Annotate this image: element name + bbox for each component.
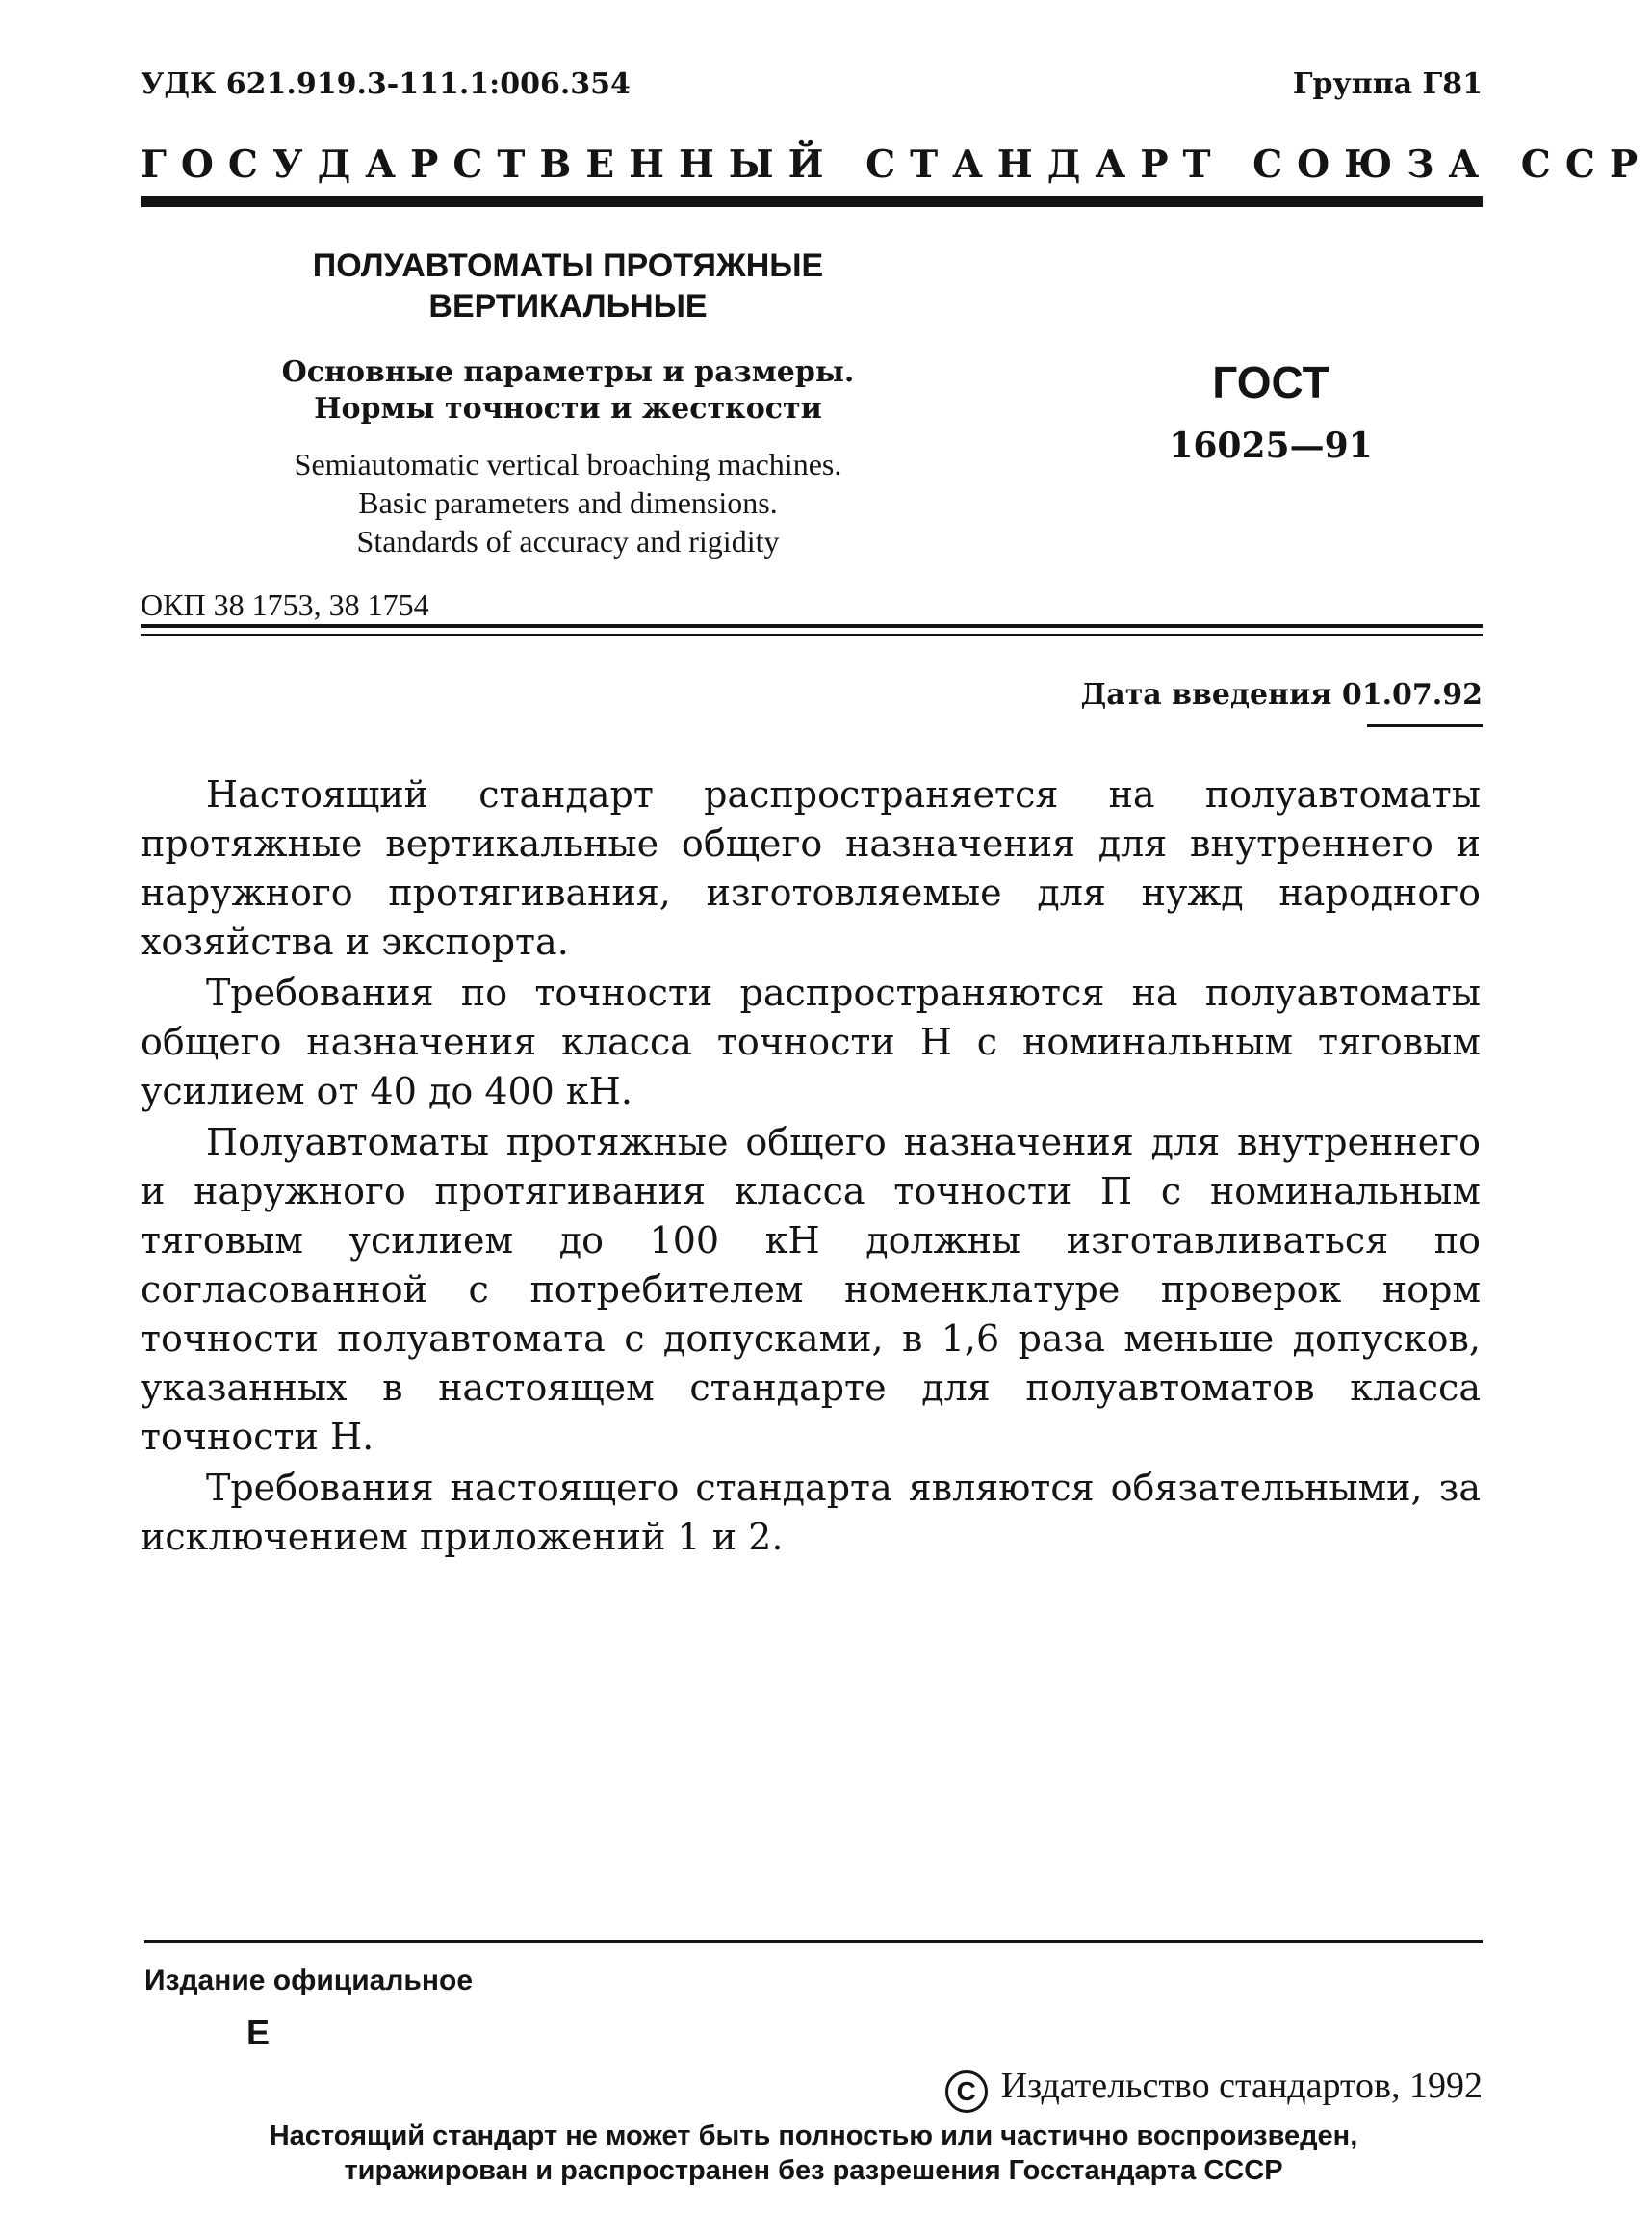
notice-line-2: тиражирован и распространен без разрешения Госстандарта СССР [344,2155,1283,2186]
body-text [141,770,1481,1564]
notice-line-1: Настоящий стандарт не может быть полностью или частично воспроизведен, [269,2121,1358,2151]
english-title [193,445,943,560]
title-line-2: ВЕРТИКАЛЬНЫЕ [428,288,708,325]
copyright-line [945,2065,1483,2113]
official-edition-label: Издание официальное [144,1965,474,1996]
udc-code: УДК 621.919.3-111.1:006.354 [141,67,631,101]
english-title-line-2: Basic parameters and dimensions. [358,485,778,520]
gost-number: 16025—91 [1169,426,1373,466]
copyright-icon: C [945,2070,988,2113]
title-line-1: ПОЛУАВТОМАТЫ ПРОТЯЖНЫЕ [312,247,824,284]
reproduction-notice [144,2119,1483,2188]
edition-letter: Е [246,2013,271,2052]
paragraph-2: Требования по точности распространяются на полуавтоматы общего назначения класса точности Н с номинальным тяговым усилием от 40 до 400 кН. [141,972,1481,1112]
subtitle-line-1: Основные параметры и размеры. [281,355,855,389]
footer-divider [144,1940,1483,1943]
copyright-text: Издательство стандартов, 1992 [1000,2066,1483,2106]
group-code: Группа Г81 [1292,67,1483,101]
date-underline [1367,724,1483,727]
paragraph-4: Требования настоящего стандарта являются обязательными, за исключением приложений 1 и 2. [141,1467,1481,1558]
paragraph-1: Настоящий стандарт распространяется на полуавтоматы протяжные вертикальные общего назначения для внутреннего и наружного протягивания, изготовляемые для нужд народного хозяйства и экспорта. [141,773,1481,963]
effective-date: Дата введения 01.07.92 [1080,678,1483,712]
document-title [241,246,895,326]
gost-label: ГОСТ [1212,357,1329,407]
state-standard-banner: ГОСУДАРСТВЕННЫЙ СТАНДАРТ СОЮЗА ССР [141,143,1652,187]
english-title-line-1: Semiautomatic vertical broaching machines. [294,447,842,481]
document-subtitle [241,354,895,428]
okp-codes: ОКП 38 1753, 38 1754 [141,587,429,622]
okp-divider-thin [141,634,1483,636]
paragraph-3: Полуавтоматы протяжные общего назначения для внутреннего и наружного протягивания класса точности П с номинальным тяговым усилием до 100 кН должны изготавливаться по согласованной с потребителем номенклатуре проверок норм точности полуавтомата с допусками, в 1,6 раза меньше допусков, указанных в настоящем стандарте для полуавтоматов класса точности Н. [141,1121,1481,1458]
subtitle-line-2: Нормы точности и жесткости [314,392,822,426]
okp-divider [141,624,1483,628]
english-title-line-3: Standards of accuracy and rigidity [356,524,780,559]
header-divider [141,196,1483,207]
